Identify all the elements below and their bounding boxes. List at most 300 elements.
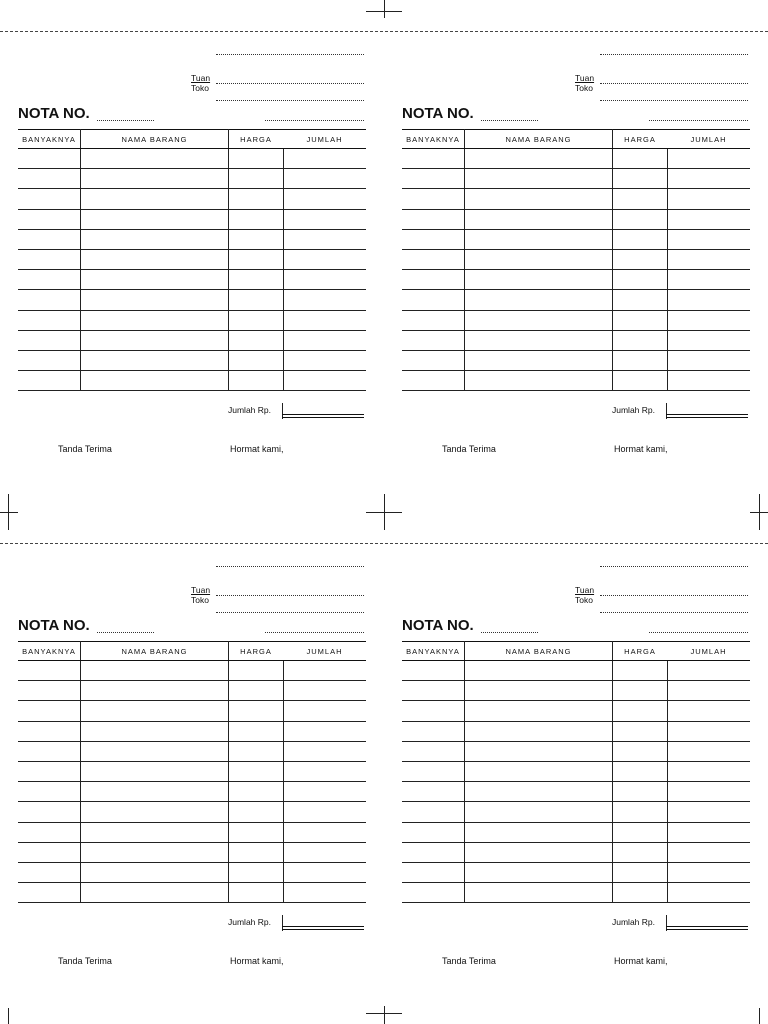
table-cell[interactable] bbox=[283, 149, 366, 169]
table-cell[interactable] bbox=[18, 782, 81, 802]
table-cell[interactable] bbox=[667, 802, 750, 822]
table-cell[interactable] bbox=[667, 169, 750, 189]
toko-field-line[interactable] bbox=[600, 612, 748, 613]
table-cell[interactable] bbox=[283, 802, 366, 822]
table-cell[interactable] bbox=[18, 842, 81, 862]
table-cell[interactable] bbox=[283, 249, 366, 269]
table-cell[interactable] bbox=[229, 701, 284, 721]
table-cell[interactable] bbox=[667, 761, 750, 781]
table-cell[interactable] bbox=[465, 149, 613, 169]
items-table bbox=[18, 641, 366, 903]
table-cell[interactable] bbox=[81, 310, 229, 330]
table-cell[interactable] bbox=[613, 209, 668, 229]
table-cell[interactable] bbox=[667, 741, 750, 761]
crop-mark bbox=[8, 494, 9, 530]
table-cell[interactable] bbox=[667, 149, 750, 169]
table-cell[interactable] bbox=[283, 169, 366, 189]
table-cell[interactable] bbox=[402, 229, 465, 249]
table-cell[interactable] bbox=[81, 701, 229, 721]
table-cell[interactable] bbox=[402, 310, 465, 330]
table-cell[interactable] bbox=[229, 761, 284, 781]
toko-label: Toko bbox=[575, 595, 593, 605]
table-cell[interactable] bbox=[465, 822, 613, 842]
receiver-signature-label: Tanda Terima bbox=[442, 444, 496, 454]
table-cell[interactable] bbox=[667, 270, 750, 290]
table-row bbox=[402, 310, 750, 330]
table-cell[interactable] bbox=[18, 721, 81, 741]
crop-mark bbox=[8, 1008, 9, 1024]
table-cell[interactable] bbox=[18, 661, 81, 681]
crop-mark bbox=[759, 494, 760, 530]
table-row bbox=[402, 741, 750, 761]
table-cell[interactable] bbox=[283, 371, 366, 391]
table-row bbox=[402, 761, 750, 781]
table-cell[interactable] bbox=[18, 862, 81, 882]
nota-title: NOTA NO. bbox=[402, 617, 474, 634]
table-cell[interactable] bbox=[229, 371, 284, 391]
crop-mark bbox=[366, 11, 402, 12]
table-cell[interactable] bbox=[465, 270, 613, 290]
table-row bbox=[18, 229, 366, 249]
table-row bbox=[18, 270, 366, 290]
table-cell[interactable] bbox=[18, 681, 81, 701]
table-cell[interactable] bbox=[283, 681, 366, 701]
table-cell[interactable] bbox=[667, 290, 750, 310]
name-field-line[interactable] bbox=[600, 566, 748, 567]
table-cell[interactable] bbox=[229, 249, 284, 269]
table-row bbox=[18, 761, 366, 781]
table-row bbox=[402, 189, 750, 209]
table-row bbox=[402, 350, 750, 370]
table-cell[interactable] bbox=[402, 721, 465, 741]
table-row bbox=[18, 249, 366, 269]
column-header-harga: HARGA bbox=[613, 130, 668, 149]
table-cell[interactable] bbox=[18, 149, 81, 169]
table-cell[interactable] bbox=[667, 229, 750, 249]
table-cell[interactable] bbox=[402, 169, 465, 189]
column-header-banyaknya: BANYAKNYA bbox=[18, 642, 81, 661]
nota-number-field[interactable] bbox=[481, 120, 538, 121]
table-cell[interactable] bbox=[613, 330, 668, 350]
table-header-row bbox=[402, 642, 750, 661]
table-cell[interactable] bbox=[465, 862, 613, 882]
nota-number-field[interactable] bbox=[97, 120, 154, 121]
date-field-line[interactable] bbox=[649, 120, 748, 121]
table-row bbox=[402, 701, 750, 721]
table-cell[interactable] bbox=[613, 270, 668, 290]
column-header-jumlah: JUMLAH bbox=[283, 130, 366, 149]
table-cell[interactable] bbox=[283, 883, 366, 903]
table-row bbox=[402, 249, 750, 269]
table-cell[interactable] bbox=[18, 209, 81, 229]
table-cell[interactable] bbox=[81, 149, 229, 169]
column-header-jumlah: JUMLAH bbox=[667, 130, 750, 149]
table-cell[interactable] bbox=[81, 371, 229, 391]
table-cell[interactable] bbox=[81, 761, 229, 781]
date-field-line[interactable] bbox=[265, 120, 364, 121]
table-cell[interactable] bbox=[613, 290, 668, 310]
date-field-line[interactable] bbox=[265, 632, 364, 633]
table-cell[interactable] bbox=[465, 741, 613, 761]
table-cell[interactable] bbox=[465, 842, 613, 862]
table-cell[interactable] bbox=[229, 681, 284, 701]
table-cell[interactable] bbox=[18, 189, 81, 209]
table-cell[interactable] bbox=[613, 802, 668, 822]
table-cell[interactable] bbox=[465, 310, 613, 330]
table-cell[interactable] bbox=[667, 883, 750, 903]
table-cell[interactable] bbox=[283, 229, 366, 249]
table-cell[interactable] bbox=[667, 822, 750, 842]
table-cell[interactable] bbox=[81, 661, 229, 681]
table-cell[interactable] bbox=[465, 350, 613, 370]
table-cell[interactable] bbox=[667, 350, 750, 370]
total-label: Jumlah Rp. bbox=[612, 405, 655, 415]
table-cell[interactable] bbox=[81, 681, 229, 701]
table-cell[interactable] bbox=[465, 290, 613, 310]
table-row bbox=[18, 330, 366, 350]
table-cell[interactable] bbox=[465, 701, 613, 721]
table-cell[interactable] bbox=[402, 681, 465, 701]
sender-signature-label: Hormat kami, bbox=[230, 956, 284, 966]
table-cell[interactable] bbox=[667, 371, 750, 391]
table-cell[interactable] bbox=[229, 310, 284, 330]
column-header-nama-barang: NAMA BARANG bbox=[81, 642, 229, 661]
table-cell[interactable] bbox=[283, 761, 366, 781]
table-cell[interactable] bbox=[283, 661, 366, 681]
table-row bbox=[402, 842, 750, 862]
table-cell[interactable] bbox=[81, 822, 229, 842]
table-cell[interactable] bbox=[402, 782, 465, 802]
crop-mark bbox=[366, 1013, 402, 1014]
table-cell[interactable] bbox=[81, 842, 229, 862]
table-cell[interactable] bbox=[465, 782, 613, 802]
table-row bbox=[402, 169, 750, 189]
items-table bbox=[402, 641, 750, 903]
table-cell[interactable] bbox=[613, 310, 668, 330]
nota-form-bottom-left bbox=[18, 544, 364, 974]
table-cell[interactable] bbox=[667, 721, 750, 741]
table-cell[interactable] bbox=[402, 209, 465, 229]
table-cell[interactable] bbox=[402, 290, 465, 310]
column-header-harga: HARGA bbox=[229, 642, 284, 661]
table-cell[interactable] bbox=[229, 661, 284, 681]
nota-form-bottom-right bbox=[402, 544, 748, 974]
table-cell[interactable] bbox=[81, 270, 229, 290]
table-cell[interactable] bbox=[613, 350, 668, 370]
table-cell[interactable] bbox=[402, 822, 465, 842]
name-field-line[interactable] bbox=[216, 566, 364, 567]
items-table bbox=[18, 129, 366, 391]
column-header-nama-barang: NAMA BARANG bbox=[81, 130, 229, 149]
table-cell[interactable] bbox=[229, 209, 284, 229]
name-field-line[interactable] bbox=[216, 54, 364, 55]
table-cell[interactable] bbox=[81, 883, 229, 903]
table-cell[interactable] bbox=[667, 701, 750, 721]
table-cell[interactable] bbox=[81, 169, 229, 189]
table-cell[interactable] bbox=[613, 842, 668, 862]
table-cell[interactable] bbox=[667, 209, 750, 229]
table-cell[interactable] bbox=[402, 761, 465, 781]
table-cell[interactable] bbox=[465, 802, 613, 822]
table-cell[interactable] bbox=[465, 761, 613, 781]
table-cell[interactable] bbox=[81, 782, 229, 802]
table-cell[interactable] bbox=[18, 802, 81, 822]
table-row bbox=[18, 290, 366, 310]
table-cell[interactable] bbox=[229, 229, 284, 249]
table-cell[interactable] bbox=[229, 802, 284, 822]
tuan-label: Tuan bbox=[575, 73, 595, 83]
table-cell[interactable] bbox=[402, 701, 465, 721]
table-cell[interactable] bbox=[229, 862, 284, 882]
table-cell[interactable] bbox=[229, 721, 284, 741]
table-cell[interactable] bbox=[465, 209, 613, 229]
table-cell[interactable] bbox=[229, 350, 284, 370]
date-field-line[interactable] bbox=[649, 632, 748, 633]
nota-title: NOTA NO. bbox=[18, 617, 90, 634]
table-cell[interactable] bbox=[229, 330, 284, 350]
table-cell[interactable] bbox=[613, 189, 668, 209]
table-cell[interactable] bbox=[465, 189, 613, 209]
table-cell[interactable] bbox=[81, 721, 229, 741]
table-cell[interactable] bbox=[283, 189, 366, 209]
column-header-nama-barang: NAMA BARANG bbox=[465, 130, 613, 149]
table-cell[interactable] bbox=[18, 741, 81, 761]
table-cell[interactable] bbox=[18, 270, 81, 290]
nota-form-top-right bbox=[402, 32, 748, 462]
table-cell[interactable] bbox=[283, 862, 366, 882]
table-cell[interactable] bbox=[465, 883, 613, 903]
toko-field-line[interactable] bbox=[600, 100, 748, 101]
table-cell[interactable] bbox=[229, 290, 284, 310]
table-row bbox=[18, 371, 366, 391]
table-row bbox=[18, 681, 366, 701]
toko-field-line[interactable] bbox=[216, 612, 364, 613]
table-row bbox=[18, 741, 366, 761]
table-cell[interactable] bbox=[402, 189, 465, 209]
table-row bbox=[402, 862, 750, 882]
table-cell[interactable] bbox=[283, 822, 366, 842]
table-cell[interactable] bbox=[465, 721, 613, 741]
table-cell[interactable] bbox=[229, 842, 284, 862]
table-cell[interactable] bbox=[402, 661, 465, 681]
table-cell[interactable] bbox=[18, 822, 81, 842]
table-cell[interactable] bbox=[229, 149, 284, 169]
table-cell[interactable] bbox=[402, 883, 465, 903]
table-cell[interactable] bbox=[613, 883, 668, 903]
nota-form-top-left bbox=[18, 32, 364, 462]
table-cell[interactable] bbox=[81, 209, 229, 229]
tuan-label: Tuan bbox=[191, 585, 211, 595]
table-cell[interactable] bbox=[81, 290, 229, 310]
table-cell[interactable] bbox=[81, 330, 229, 350]
total-label: Jumlah Rp. bbox=[612, 917, 655, 927]
table-cell[interactable] bbox=[402, 842, 465, 862]
table-cell[interactable] bbox=[667, 189, 750, 209]
table-row bbox=[402, 371, 750, 391]
table-cell[interactable] bbox=[402, 270, 465, 290]
table-cell[interactable] bbox=[18, 350, 81, 370]
table-cell[interactable] bbox=[283, 721, 366, 741]
table-cell[interactable] bbox=[81, 229, 229, 249]
table-cell[interactable] bbox=[402, 862, 465, 882]
table-cell[interactable] bbox=[229, 741, 284, 761]
table-cell[interactable] bbox=[667, 310, 750, 330]
table-cell[interactable] bbox=[613, 661, 668, 681]
table-cell[interactable] bbox=[18, 883, 81, 903]
total-amount-field[interactable] bbox=[282, 926, 364, 930]
total-amount-field[interactable] bbox=[282, 414, 364, 418]
table-cell[interactable] bbox=[613, 721, 668, 741]
tuan-field-line[interactable] bbox=[216, 83, 364, 84]
table-cell[interactable] bbox=[465, 249, 613, 269]
table-cell[interactable] bbox=[667, 681, 750, 701]
crop-mark bbox=[384, 1006, 385, 1024]
table-cell[interactable] bbox=[613, 681, 668, 701]
nota-number-field[interactable] bbox=[97, 632, 154, 633]
table-row bbox=[402, 149, 750, 169]
table-cell[interactable] bbox=[283, 270, 366, 290]
nota-number-field[interactable] bbox=[481, 632, 538, 633]
name-field-line[interactable] bbox=[600, 54, 748, 55]
table-cell[interactable] bbox=[283, 209, 366, 229]
total-label: Jumlah Rp. bbox=[228, 405, 271, 415]
table-cell[interactable] bbox=[402, 741, 465, 761]
tuan-field-line[interactable] bbox=[600, 83, 748, 84]
receiver-signature-label: Tanda Terima bbox=[58, 956, 112, 966]
table-row bbox=[18, 862, 366, 882]
table-cell[interactable] bbox=[667, 249, 750, 269]
table-cell[interactable] bbox=[18, 169, 81, 189]
table-cell[interactable] bbox=[81, 741, 229, 761]
table-cell[interactable] bbox=[229, 883, 284, 903]
tuan-field-line[interactable] bbox=[600, 595, 748, 596]
table-cell[interactable] bbox=[465, 661, 613, 681]
table-cell[interactable] bbox=[402, 330, 465, 350]
table-cell[interactable] bbox=[18, 371, 81, 391]
table-row bbox=[18, 350, 366, 370]
table-cell[interactable] bbox=[402, 802, 465, 822]
table-cell[interactable] bbox=[613, 741, 668, 761]
table-cell[interactable] bbox=[283, 310, 366, 330]
table-cell[interactable] bbox=[613, 782, 668, 802]
table-cell[interactable] bbox=[229, 782, 284, 802]
tuan-field-line[interactable] bbox=[216, 595, 364, 596]
table-row bbox=[18, 883, 366, 903]
table-cell[interactable] bbox=[283, 701, 366, 721]
table-cell[interactable] bbox=[667, 330, 750, 350]
column-header-banyaknya: BANYAKNYA bbox=[18, 130, 81, 149]
crop-mark bbox=[366, 512, 402, 513]
crop-mark bbox=[384, 0, 385, 18]
table-cell[interactable] bbox=[283, 782, 366, 802]
table-cell[interactable] bbox=[81, 802, 229, 822]
table-cell[interactable] bbox=[465, 330, 613, 350]
table-cell[interactable] bbox=[402, 350, 465, 370]
column-header-nama-barang: NAMA BARANG bbox=[465, 642, 613, 661]
table-cell[interactable] bbox=[18, 229, 81, 249]
receiver-signature-label: Tanda Terima bbox=[58, 444, 112, 454]
table-cell[interactable] bbox=[667, 782, 750, 802]
table-row bbox=[402, 330, 750, 350]
table-cell[interactable] bbox=[613, 249, 668, 269]
table-cell[interactable] bbox=[229, 189, 284, 209]
table-cell[interactable] bbox=[18, 761, 81, 781]
table-cell[interactable] bbox=[667, 661, 750, 681]
table-cell[interactable] bbox=[402, 149, 465, 169]
tuan-label: Tuan bbox=[575, 585, 595, 595]
table-row bbox=[402, 270, 750, 290]
tuan-label: Tuan bbox=[191, 73, 211, 83]
table-cell[interactable] bbox=[402, 249, 465, 269]
table-cell[interactable] bbox=[229, 169, 284, 189]
table-row bbox=[18, 822, 366, 842]
table-cell[interactable] bbox=[613, 822, 668, 842]
table-cell[interactable] bbox=[667, 862, 750, 882]
table-cell[interactable] bbox=[613, 701, 668, 721]
table-cell[interactable] bbox=[283, 330, 366, 350]
table-cell[interactable] bbox=[613, 761, 668, 781]
table-cell[interactable] bbox=[18, 701, 81, 721]
table-cell[interactable] bbox=[81, 862, 229, 882]
table-cell[interactable] bbox=[18, 249, 81, 269]
nota-title: NOTA NO. bbox=[18, 105, 90, 122]
table-cell[interactable] bbox=[18, 290, 81, 310]
table-cell[interactable] bbox=[613, 862, 668, 882]
table-cell[interactable] bbox=[465, 169, 613, 189]
table-cell[interactable] bbox=[18, 310, 81, 330]
table-row bbox=[18, 721, 366, 741]
table-cell[interactable] bbox=[465, 371, 613, 391]
toko-field-line[interactable] bbox=[216, 100, 364, 101]
table-cell[interactable] bbox=[81, 249, 229, 269]
column-header-harga: HARGA bbox=[229, 130, 284, 149]
table-cell[interactable] bbox=[81, 350, 229, 370]
total-amount-field[interactable] bbox=[666, 414, 748, 418]
table-header-row bbox=[18, 642, 366, 661]
table-cell[interactable] bbox=[18, 330, 81, 350]
table-cell[interactable] bbox=[229, 270, 284, 290]
table-header-row bbox=[402, 130, 750, 149]
table-cell[interactable] bbox=[81, 189, 229, 209]
table-row bbox=[18, 189, 366, 209]
table-cell[interactable] bbox=[283, 741, 366, 761]
table-cell[interactable] bbox=[229, 822, 284, 842]
items-table bbox=[402, 129, 750, 391]
table-row bbox=[402, 681, 750, 701]
table-cell[interactable] bbox=[613, 371, 668, 391]
table-row bbox=[18, 310, 366, 330]
table-row bbox=[402, 822, 750, 842]
table-cell[interactable] bbox=[402, 371, 465, 391]
table-cell[interactable] bbox=[613, 149, 668, 169]
table-row bbox=[18, 802, 366, 822]
table-cell[interactable] bbox=[613, 169, 668, 189]
table-row bbox=[402, 782, 750, 802]
table-cell[interactable] bbox=[465, 229, 613, 249]
table-cell[interactable] bbox=[613, 229, 668, 249]
table-row bbox=[402, 290, 750, 310]
table-cell[interactable] bbox=[283, 290, 366, 310]
sender-signature-label: Hormat kami, bbox=[614, 444, 668, 454]
table-row bbox=[18, 149, 366, 169]
table-cell[interactable] bbox=[283, 842, 366, 862]
toko-label: Toko bbox=[191, 595, 209, 605]
table-cell[interactable] bbox=[667, 842, 750, 862]
total-amount-field[interactable] bbox=[666, 926, 748, 930]
table-cell[interactable] bbox=[465, 681, 613, 701]
table-row bbox=[18, 209, 366, 229]
table-cell[interactable] bbox=[283, 350, 366, 370]
